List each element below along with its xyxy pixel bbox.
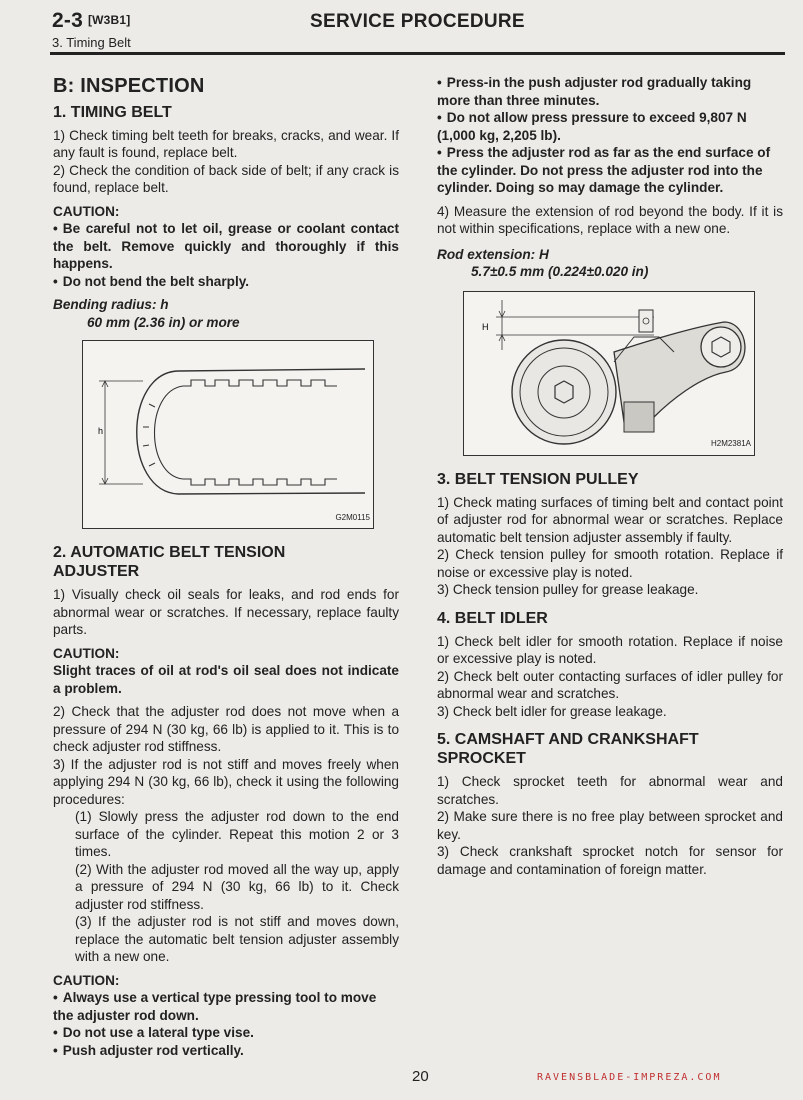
figure-code: G2M0115 bbox=[335, 512, 370, 522]
page-title: SERVICE PROCEDURE bbox=[310, 11, 525, 32]
caution-item: • Always use a vertical type pressing tool to move the adjuster rod down. bbox=[53, 989, 399, 1024]
caution-label: CAUTION: bbox=[53, 972, 120, 988]
tension-adjuster-figure bbox=[463, 291, 755, 456]
sprocket-step-1: 1) Check sprocket teeth for abnormal wear and scratches. bbox=[437, 774, 783, 807]
timing-belt-step-2: 2) Check the condition of back side of belt; if any crack is found, replace belt. bbox=[53, 162, 399, 195]
adjuster-step-1: 1) Visually check oil seals for leaks, and rod ends for abnormal wear or scratches. If necessary, replace faulty parts. bbox=[53, 587, 399, 637]
right-column bbox=[437, 74, 783, 878]
adjuster-step-2: 2) Check that the adjuster rod does not move when a pressure of 294 N (30 kg, 66 lb) is applied to it. This is to check adjuster rod stiffness. bbox=[53, 704, 399, 754]
adjuster-step-3: 3) If the adjuster rod is not stiff and moves freely when applying 294 N (30 kg, 66 lb), check it using the following procedures: bbox=[53, 756, 399, 807]
sprocket-step-2: 2) Make sure there is no free play between sprocket and key. bbox=[437, 809, 783, 842]
caution-label: CAUTION: bbox=[53, 645, 120, 661]
header-divider bbox=[50, 52, 785, 55]
sprocket-heading: 5. CAMSHAFT AND CRANKSHAFT SPROCKET bbox=[437, 731, 699, 767]
caution-text: Slight traces of oil at rod's oil seal does not indicate a problem. bbox=[53, 663, 399, 696]
caution-item: • Be careful not to let oil, grease or coolant contact the belt. Remove quickly and thoroughly if this happens. bbox=[53, 220, 399, 273]
idler-step-3: 3) Check belt idler for grease leakage. bbox=[437, 703, 667, 719]
section-number: 2-3 [W3B1] bbox=[52, 9, 131, 32]
idler-step-1: 1) Check belt idler for smooth rotation. Replace if noise or excessive play is noted. bbox=[437, 633, 783, 666]
tension-pulley-heading: 3. BELT TENSION PULLEY bbox=[437, 470, 639, 488]
dim-h-label: h bbox=[98, 426, 104, 436]
pulley-step-3: 3) Check tension pulley for grease leakage. bbox=[437, 582, 699, 597]
figure-code: H2M2381A bbox=[710, 439, 751, 448]
timing-belt-step-1: 1) Check timing belt teeth for breaks, cracks, and wear. If any fault is found, replace belt. bbox=[53, 127, 399, 160]
caution-item: • Press the adjuster rod as far as the end surface of the cylinder. Do not press the adjuster rod into the cylinder. Doing so may damage the cylinder. bbox=[437, 144, 783, 197]
caution-item: • Do not allow press pressure to exceed 9,807 N (1,000 kg, 2,205 lb). bbox=[437, 109, 783, 144]
caution-item: • Press-in the push adjuster rod gradually taking more than three minutes. bbox=[437, 74, 783, 109]
adjuster-step-4: 4) Measure the extension of rod beyond the body. If it is not within specifications, replace with a new one. bbox=[437, 203, 783, 236]
tension-adjuster-drawing bbox=[464, 292, 754, 455]
section-code: [W3B1] bbox=[87, 13, 131, 27]
dim-H-label: H bbox=[482, 321, 489, 332]
timing-belt-heading: 1. TIMING BELT bbox=[53, 103, 172, 121]
timing-belt-figure bbox=[82, 340, 374, 529]
bending-radius-value: 60 mm (2.36 in) or more bbox=[87, 314, 240, 330]
caution-item: • Do not bend the belt sharply. bbox=[53, 273, 399, 291]
bending-radius-label: Bending radius: h bbox=[53, 297, 169, 312]
sprocket-step-3: 3) Check crankshaft sprocket notch for sensor for damage and contamination of foreign matter. bbox=[437, 844, 783, 877]
belt-idler-heading: 4. BELT IDLER bbox=[437, 609, 548, 627]
adjuster-heading: 2. AUTOMATIC BELT TENSION ADJUSTER bbox=[53, 544, 286, 580]
adjuster-substep-3: (3) If the adjuster rod is not stiff and moves down, replace the automatic belt tension adjuster assembly with a new one. bbox=[75, 914, 399, 964]
adjuster-substep-1: (1) Slowly press the adjuster rod down to the end surface of the cylinder. Repeat this motion 2 or 3 times. bbox=[75, 809, 399, 859]
idler-step-2: 2) Check belt outer contacting surfaces of idler pulley for abnormal wear and scratches. bbox=[437, 668, 783, 701]
pulley-step-1: 1) Check mating surfaces of timing belt and contact point of adjuster rod for abnormal wear or scratches. Replace automatic belt tension adjuster assembly if faulty. bbox=[437, 494, 783, 545]
timing-belt-drawing bbox=[83, 341, 373, 528]
inspection-heading: B: INSPECTION bbox=[53, 75, 205, 97]
caution-label: CAUTION: bbox=[53, 203, 120, 219]
page-number: 20 bbox=[412, 1068, 429, 1085]
adjuster-substep-2: (2) With the adjuster rod moved all the way up, apply a pressure of 294 N (30 kg, 66 lb) to it. Check adjuster rod stiffness. bbox=[75, 861, 399, 912]
caution-item: • Do not use a lateral type vise. bbox=[53, 1024, 399, 1042]
pulley-step-2: 2) Check tension pulley for smooth rotation. Replace if noise or excessive play is noted. bbox=[437, 547, 783, 580]
watermark: RAVENSBLADE-IMPREZA.COM bbox=[537, 1072, 722, 1083]
rod-extension-value: 5.7±0.5 mm (0.224±0.020 in) bbox=[471, 264, 649, 279]
caution-item: • Push adjuster rod vertically. bbox=[53, 1042, 399, 1060]
rod-extension-label: Rod extension: H bbox=[437, 246, 549, 262]
section-subtitle: 3. Timing Belt bbox=[52, 35, 131, 50]
left-column bbox=[53, 74, 399, 1059]
